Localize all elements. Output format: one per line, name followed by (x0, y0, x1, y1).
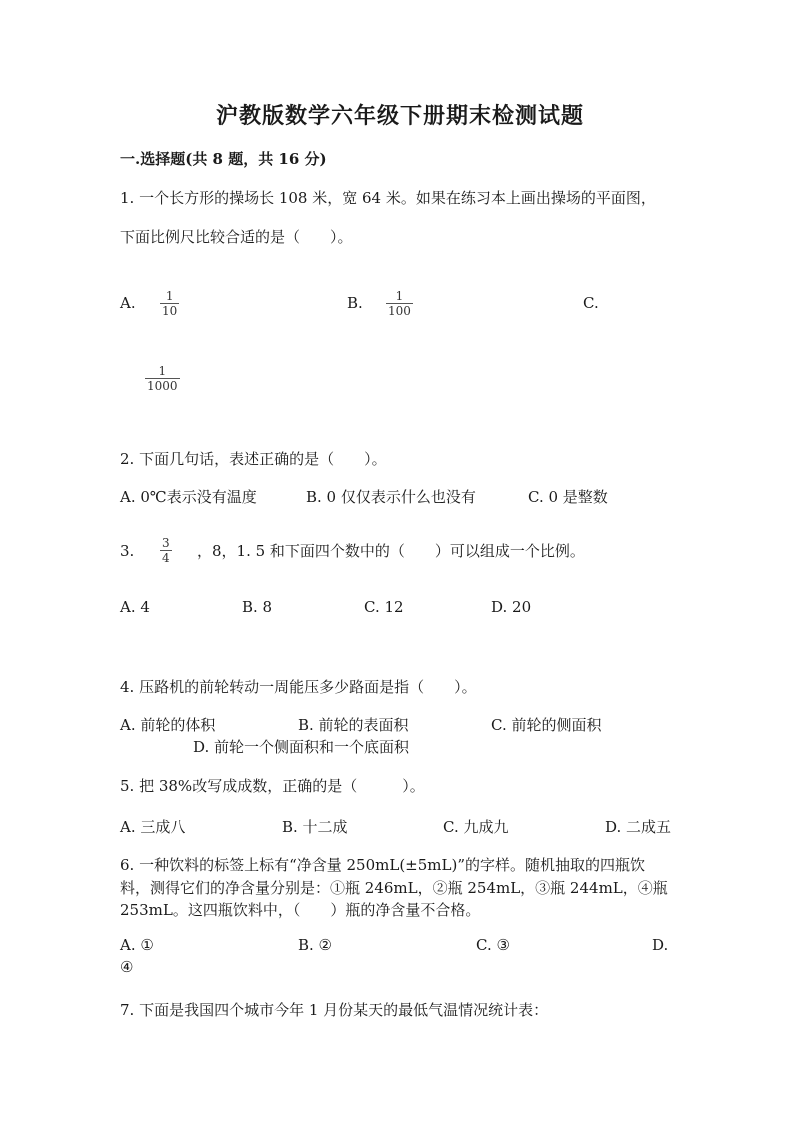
q5-option-d: D. 二成五 (605, 818, 672, 836)
q4-option-a: A. 前轮的体积 (120, 716, 216, 734)
q1-option-b-fraction (386, 289, 413, 318)
question-6-line-3: 253mL。这四瓶饮料中，（ ）瓶的净含量不合格。 (120, 901, 481, 919)
q5-option-b: B. 十二成 (282, 818, 348, 836)
q5-option-a: A. 三成八 (120, 818, 186, 836)
q3-option-b: B. 8 (242, 598, 273, 616)
fraction-denominator: 4 (162, 551, 170, 565)
q2-option-b: B. 0 仅仅表示什么也没有 (306, 488, 476, 506)
q1-option-c-fraction (145, 364, 180, 393)
fraction-numerator: 1 (165, 289, 174, 303)
fraction-denominator: 100 (388, 304, 411, 318)
q6-option-c: C. ③ (476, 936, 510, 954)
q4-option-c: C. 前轮的侧面积 (491, 716, 602, 734)
section-heading: 一.选择题(共 8 题，共 16 分) (120, 150, 327, 168)
q1-option-a-label: A. (120, 294, 136, 312)
question-3-text: ，8，1. 5 和下面四个数中的（ ）可以组成一个比例。 (197, 542, 585, 560)
question-6-line-2: 料，测得它们的净含量分别是：①瓶 246mL，②瓶 254mL，③瓶 244mL，④瓶 (120, 879, 668, 897)
q1-option-c-label: C. (583, 294, 599, 312)
fraction-numerator: 1 (395, 289, 404, 303)
q5-option-c: C. 九成九 (443, 818, 509, 836)
question-2: 2. 下面几句话，表述正确的是（ ）。 (120, 450, 387, 468)
q1-option-b-label: B. (347, 294, 363, 312)
fraction-numerator: 3 (162, 536, 170, 550)
q4-option-d: D. 前轮一个侧面积和一个底面积 (193, 738, 410, 756)
q2-option-a: A. 0℃表示没有温度 (120, 488, 257, 506)
page-title: 沪教版数学六年级下册期末检测试题 (215, 103, 584, 129)
question-3-number: 3. (120, 542, 135, 560)
question-5: 5. 把 38%改写成成数，正确的是（ ）。 (120, 777, 425, 795)
question-1-line-2: 下面比例尺比较合适的是（ ）。 (120, 228, 353, 246)
question-6-line-1: 6. 一种饮料的标签上标有“净含量 250mL(±5mL)”的字样。随机抽取的四瓶饮 (120, 856, 646, 874)
fraction-denominator: 10 (162, 304, 178, 318)
q3-option-c: C. 12 (364, 598, 404, 616)
question-1-line-1: 1. 一个长方形的操场长 108 米，宽 64 米。如果在练习本上画出操场的平面图， (120, 189, 656, 207)
q4-option-b: B. 前轮的表面积 (298, 716, 409, 734)
fraction-numerator: 1 (158, 364, 167, 378)
q6-option-b: B. ② (298, 936, 333, 954)
question-4: 4. 压路机的前轮转动一周能压多少路面是指（ ）。 (120, 678, 477, 696)
q3-fraction (160, 536, 172, 565)
q2-option-c: C. 0 是整数 (528, 488, 608, 506)
q3-option-d: D. 20 (491, 598, 532, 616)
q3-option-a: A. 4 (120, 598, 150, 616)
fraction-denominator: 1000 (147, 379, 178, 393)
q6-option-a: A. ① (120, 936, 154, 954)
question-7: 7. 下面是我国四个城市今年 1 月份某天的最低气温情况统计表： (120, 1001, 549, 1019)
q1-option-a-fraction (160, 289, 179, 318)
q6-option-d-value: ④ (120, 958, 134, 976)
q6-option-d-label: D. (652, 936, 669, 954)
